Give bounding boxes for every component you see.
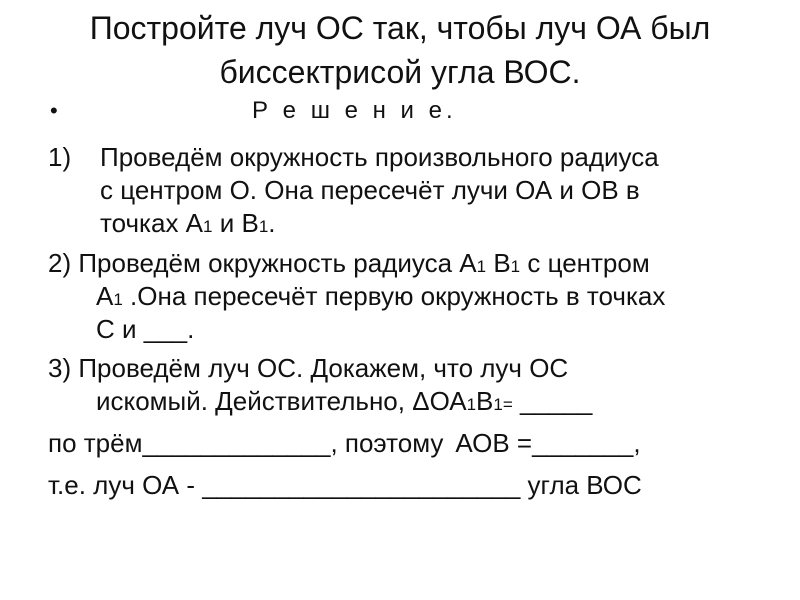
text: точках А <box>100 208 204 238</box>
conclusion-line-2: т.е. луч ОА - ______________________ угла ВОС <box>48 470 642 500</box>
solution-header: Р е ш е н и е. <box>252 97 457 124</box>
text: . <box>268 208 276 238</box>
text: и В <box>212 208 259 238</box>
conclusion-line-1 <box>48 428 641 461</box>
step-1-line-2: с центром О. Она пересечёт лучи ОА и ОВ в <box>100 175 640 205</box>
subscript: 1 <box>466 395 477 414</box>
bullet-marker: • <box>50 98 58 123</box>
text: по трём_____________, поэтому <box>48 428 444 458</box>
title-line-2: биссектрисой угла ВОС. <box>219 54 581 90</box>
text: с центром <box>520 248 650 278</box>
text: В <box>476 386 494 416</box>
text: АОВ =_______, <box>455 428 641 458</box>
subscript: 1 <box>510 257 521 276</box>
subscript: 1 <box>113 290 123 309</box>
missing-glyph-icon <box>443 435 455 457</box>
text: А <box>96 281 114 311</box>
page-title <box>0 6 800 94</box>
text: .Она пересечёт первую окружность в точках <box>122 281 666 311</box>
subscript: 1 <box>476 257 487 276</box>
text: В <box>486 248 511 278</box>
step-3-line-1: 3) Проведём луч ОС. Докажем, что луч ОС <box>48 353 569 383</box>
subscript: 1 <box>203 217 213 236</box>
step-2-line-2 <box>96 281 665 315</box>
subscript: 1= <box>493 395 513 414</box>
step-3-line-2 <box>96 386 592 420</box>
subscript: 1 <box>258 217 269 236</box>
step-2-line-3: С и ___. <box>96 314 195 344</box>
text: 2) Проведём окружность радиуса А <box>48 248 477 278</box>
step-1-line-1: Проведём окружность произвольного радиуса <box>100 142 659 172</box>
title-line-1: Постройте луч ОС так, чтобы луч ОА был <box>89 10 711 46</box>
step-2-line-1 <box>48 248 650 282</box>
step-1-line-3 <box>100 208 276 242</box>
step-1-number: 1) <box>48 142 72 172</box>
text: _____ <box>512 386 593 416</box>
text: искомый. Действительно, ΔОА <box>96 386 467 416</box>
